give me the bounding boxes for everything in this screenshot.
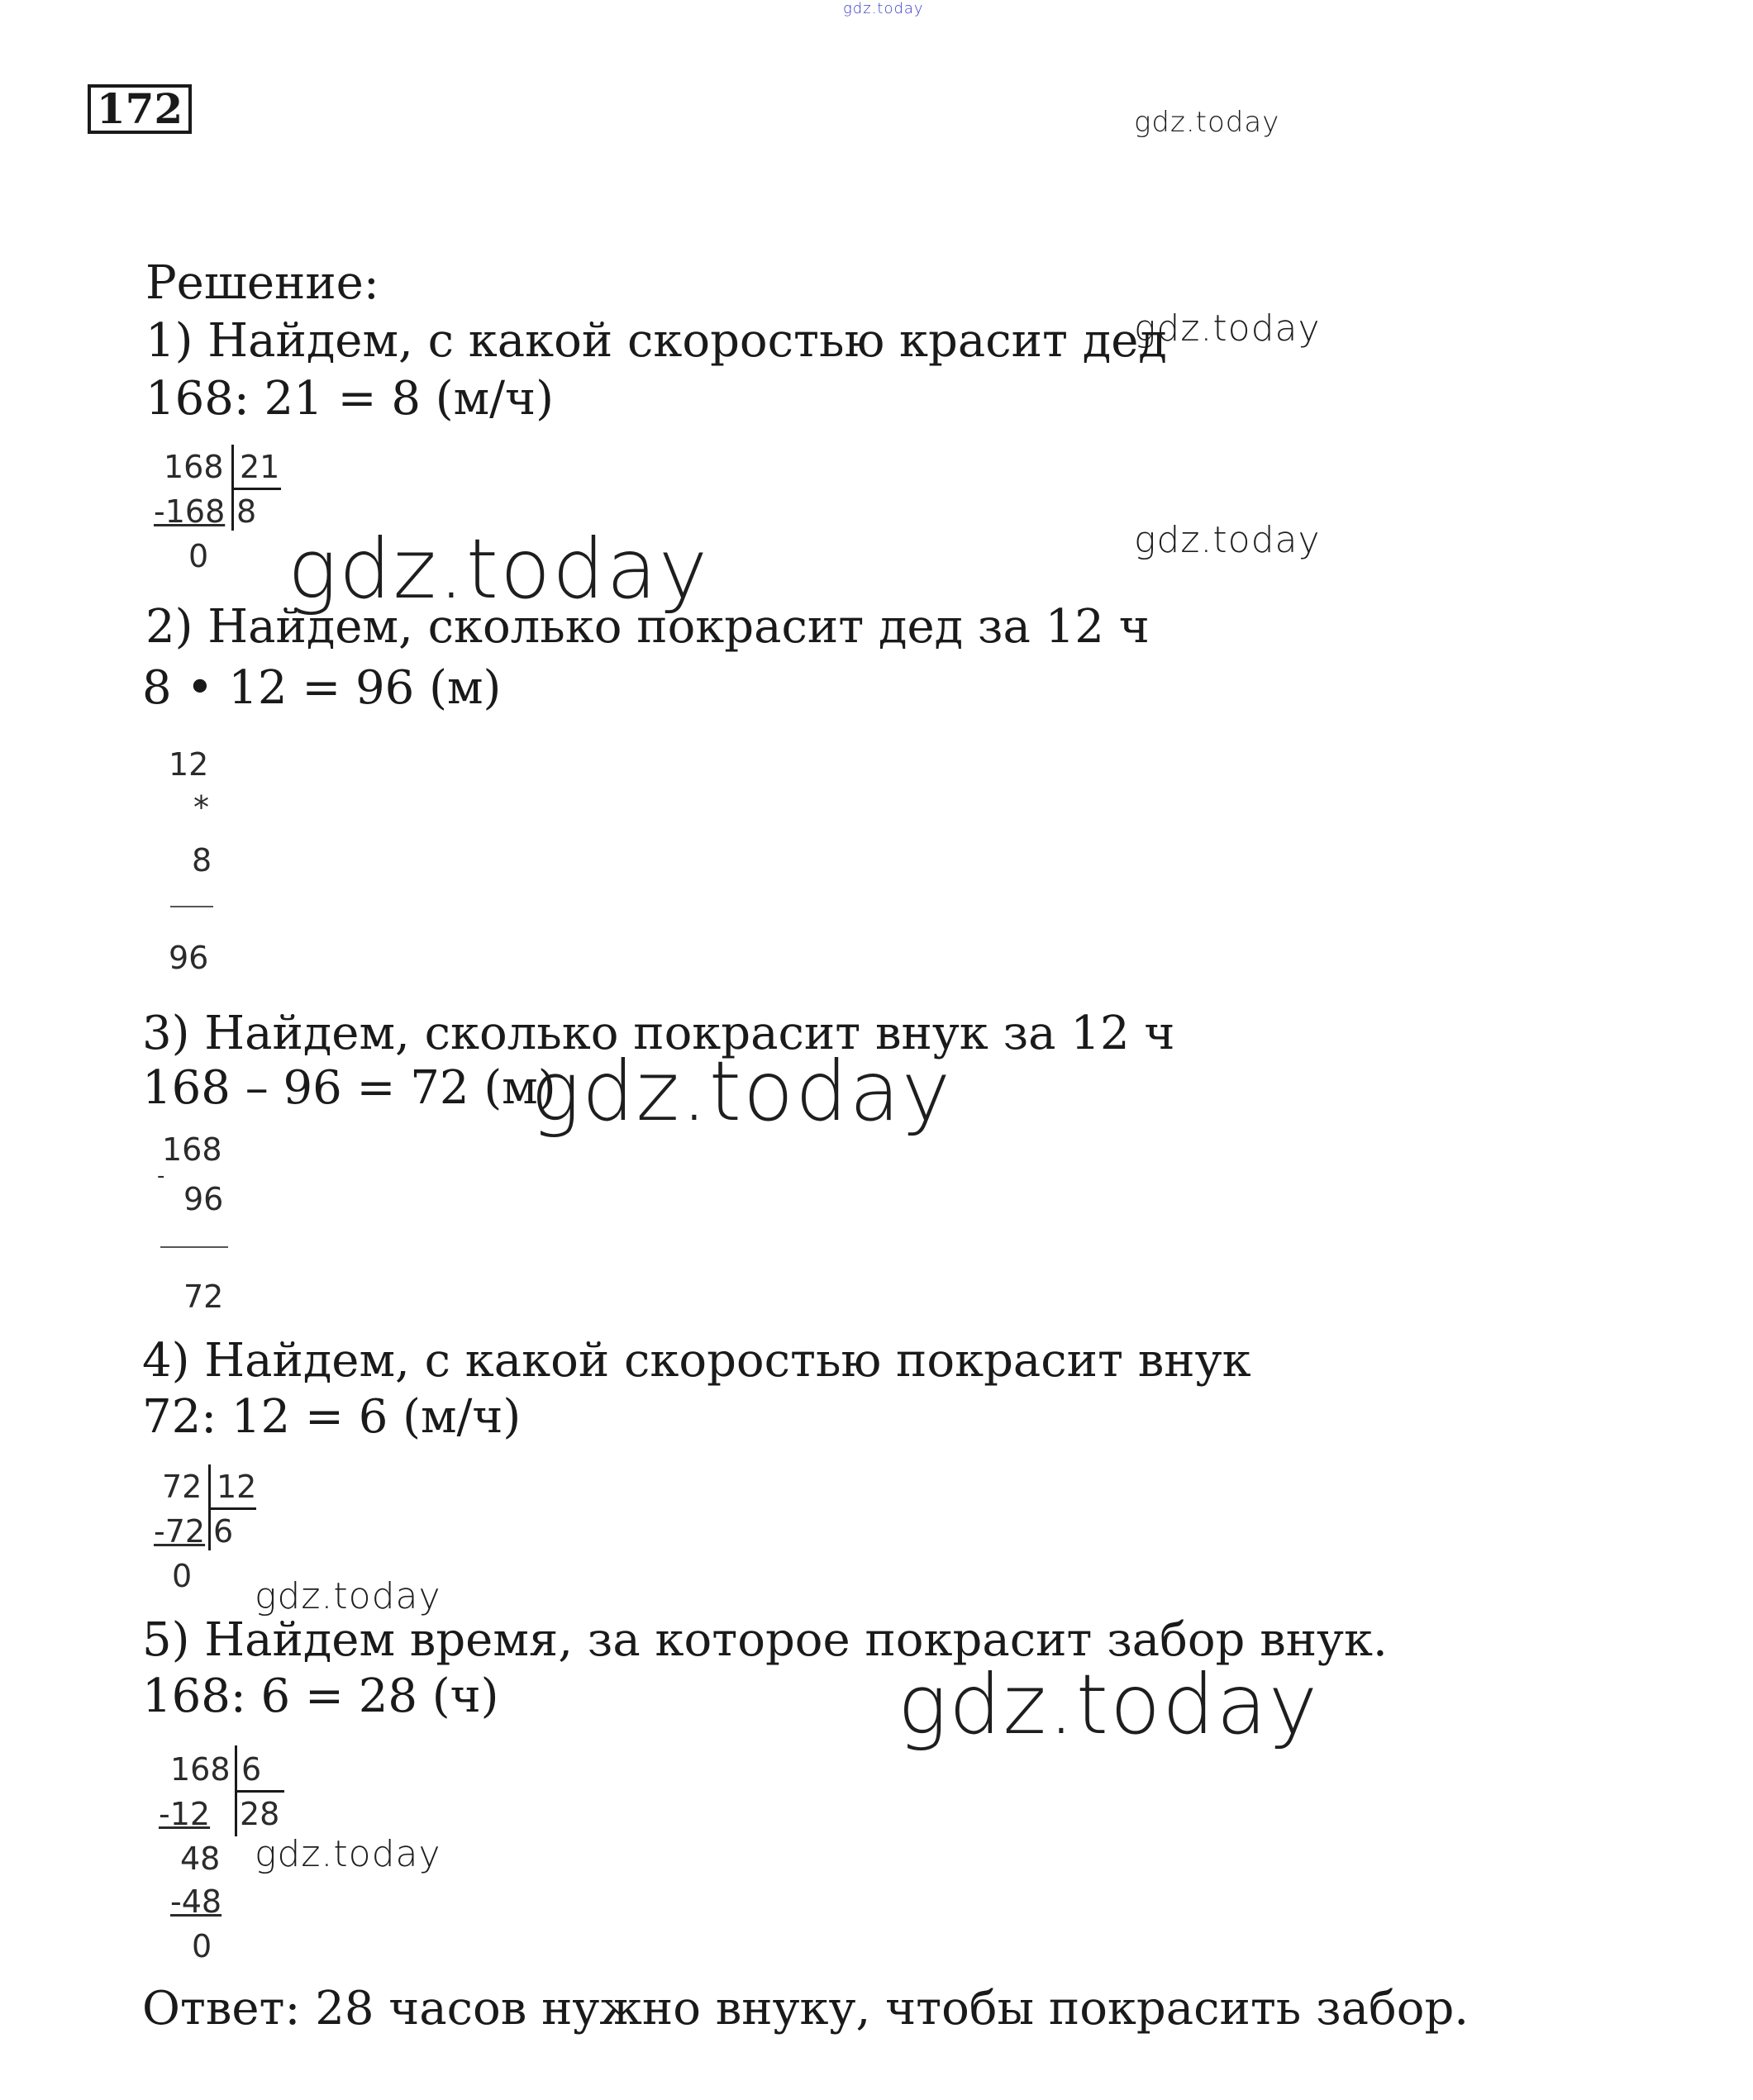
subtrahend-2: -48 (170, 1883, 222, 1920)
answer: Ответ: 28 часов нужно внуку, чтобы покрасить забор. (142, 1982, 1470, 2036)
quotient: 8 (236, 493, 257, 530)
minuend: 168 (162, 1131, 222, 1168)
subtrahend-1: -12 (159, 1796, 211, 1832)
step1-equation: 168: 21 = 8 (м/ч) (145, 372, 554, 426)
step3-text: 3) Найдем, сколько покрасит внук за 12 ч (142, 1007, 1175, 1060)
watermark: gdz.today (288, 521, 710, 617)
result-line (170, 906, 213, 907)
top-watermark: gdz.today (843, 0, 924, 17)
dividend: 72 (162, 1469, 202, 1505)
subtrahend: -168 (154, 493, 226, 530)
step5-text: 5) Найдем время, за которое покрасит забор внук. (142, 1613, 1388, 1667)
result-line (160, 1246, 228, 1248)
dividend: 168 (170, 1751, 231, 1788)
division-underline (235, 1790, 284, 1793)
operator: * (193, 789, 209, 826)
factor-bottom: 8 (192, 842, 212, 879)
watermark: gdz.today (531, 1043, 953, 1140)
step3-equation: 168 – 96 = 72 (м) (142, 1061, 556, 1115)
quotient: 6 (213, 1513, 234, 1550)
subtrahend: 96 (183, 1181, 224, 1217)
factor-top: 12 (169, 746, 209, 783)
watermark: gdz.today (255, 1575, 441, 1617)
difference: 72 (183, 1279, 224, 1315)
step2-text: 2) Найдем, сколько покрасит дед за 12 ч (145, 600, 1150, 654)
step5-equation: 168: 6 = 28 (ч) (142, 1669, 499, 1723)
watermark: gdz.today (898, 1656, 1320, 1753)
partial-remainder: 48 (180, 1840, 221, 1877)
watermark: gdz.today (1134, 519, 1321, 561)
solution-heading: Решение: (145, 256, 379, 310)
remainder: 0 (188, 538, 209, 574)
step4-equation: 72: 12 = 6 (м/ч) (142, 1390, 522, 1444)
division-underline (231, 488, 281, 490)
quotient: 28 (240, 1796, 280, 1832)
product: 96 (169, 940, 209, 976)
step2-equation: 8 • 12 = 96 (м) (142, 661, 502, 715)
divisor: 12 (217, 1469, 257, 1505)
problem-number: 172 (88, 84, 192, 134)
remainder: 0 (192, 1928, 212, 1964)
subtrahend: -72 (154, 1513, 206, 1550)
division-underline (208, 1507, 256, 1510)
remainder: 0 (172, 1558, 193, 1594)
step4-text: 4) Найдем, с какой скоростью покрасит внук (142, 1334, 1251, 1388)
dividend: 168 (164, 449, 224, 485)
operator: - (157, 1164, 165, 1188)
step1-text: 1) Найдем, с какой скоростью красит дед (145, 314, 1167, 368)
divisor: 21 (240, 449, 280, 485)
watermark: gdz.today (1134, 106, 1280, 139)
watermark: gdz.today (255, 1833, 441, 1875)
divisor: 6 (241, 1751, 262, 1788)
watermark: gdz.today (1134, 307, 1321, 350)
